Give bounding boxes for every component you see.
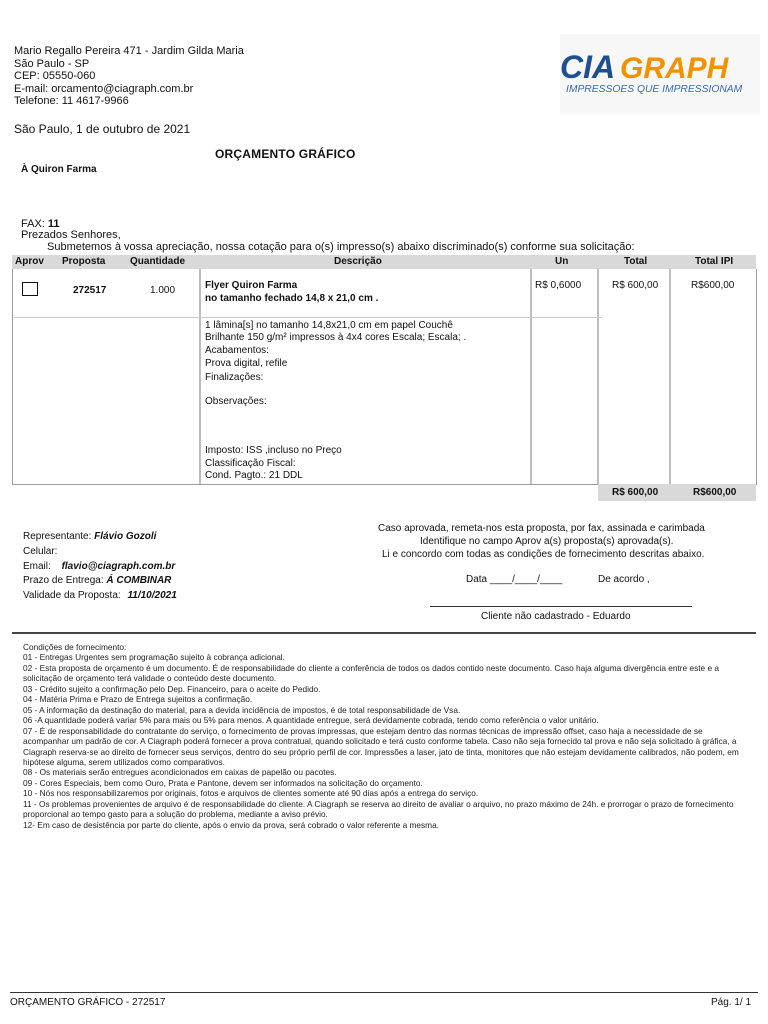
unit-price: R$ 0,6000	[535, 280, 582, 291]
proposta-value: 272517	[73, 285, 107, 296]
signature-line	[430, 606, 692, 607]
approval-line: Li e concordo com todas as condições de fornecimento descritas abaixo.	[382, 549, 705, 560]
detail-line: Acabamentos:	[205, 345, 269, 356]
address-line: CEP: 05550-060	[14, 70, 96, 83]
approval-agree: De acordo ,	[598, 574, 650, 585]
detail-line: 1 lâmina[s] no tamanho 14,8x21,0 cm em papel Couchê	[205, 320, 453, 331]
aprov-checkbox[interactable]	[22, 282, 38, 296]
logo-text-graph: GRAPH	[620, 52, 729, 85]
desc-subtitle: no tamanho fechado 14,8 x 21,0 cm .	[205, 293, 379, 304]
column-divider	[530, 269, 532, 484]
logo-text-cia: CIA	[560, 49, 616, 85]
column-divider	[597, 269, 599, 484]
condition-item: 12- Em caso de desistência por parte do cliente, após o envio da prova, será cobrado o valor referente a mesma.	[23, 819, 439, 830]
table-header	[12, 255, 756, 269]
column-divider	[669, 269, 671, 484]
condition-item: 07 - É de responsabilidade do contratante do serviço, o fornecimento de provas impressas, que estejam dentro das normas técnicas de impressão offset, caso haja a necessidade de se acompanhar um padrão de cor. A Ciagraph poderá fornecer a prova contratual, quando solicitado e terá custo conforme tabela. Caso não seja fornecido tal prova e não seja solicitado à gráfica, a Ciagraph reserva-se ao direito de fornecer seus serviços, dentro do seu próprio perfil de cor. Impressões a laser, jato de tinta, monitores que não estejam devidamente calibrados, não podem, em hipótese alguma, serem utilizados como comparativos.	[23, 725, 739, 767]
validade-value: 11/10/2021	[127, 590, 177, 601]
ciagraph-logo	[560, 44, 760, 100]
condition-item: 05 - A informação da destinação do material, para a devida incidência de impostos, é de total responsabilidade de Vsa.	[23, 704, 461, 715]
condition-item: 03 - Crédito sujeito a confirmação pelo Dep. Financeiro, para o aceite do Pedido.	[23, 683, 321, 694]
condition-item: 02 - Esta proposta de orçamento é um documento. É de responsabilidade do cliente a conferência de todos os dados contido neste documento. Caso haja alguma divergência entre este e a solicitação de orçamento terá validade o conteúdo deste documento.	[23, 662, 719, 684]
total-value: R$ 600,00	[612, 280, 659, 291]
logo-tagline: IMPRESSOES QUE IMPRESSIONAM	[566, 84, 743, 95]
address-line: E-mail: orcamento@ciagraph.com.br	[14, 82, 194, 95]
footer-page-number: Pág. 1/ 1	[711, 997, 752, 1008]
address-line: Mario Regallo Pereira 471 - Jardim Gilda Maria	[14, 45, 244, 57]
signature-name: Cliente não cadastrado - Eduardo	[481, 611, 631, 622]
conditions-block	[23, 642, 748, 830]
greeting: Prezados Senhores,	[21, 229, 121, 241]
detail-line: Cond. Pagto.: 21 DDL	[205, 470, 303, 481]
prazo-label: Prazo de Entrega:	[23, 575, 104, 586]
approval-line: Caso aprovada, remeta-nos esta proposta, por fax, assinada e carimbada	[378, 523, 705, 534]
col-un: Un	[555, 256, 569, 267]
col-proposta: Proposta	[62, 256, 106, 267]
section-divider	[12, 632, 756, 634]
detail-line: Classificação Fiscal:	[205, 458, 296, 469]
conditions-title: Condições de fornecimento:	[23, 642, 127, 652]
company-address	[14, 45, 244, 108]
address-line: São Paulo - SP	[14, 57, 90, 70]
col-aprov: Aprov	[15, 256, 44, 267]
detail-line: Brilhante 150 g/m² impressos à 4x4 cores Escala; Escala; .	[205, 332, 467, 343]
footer-divider	[10, 992, 758, 993]
condition-item: 04 - Matéria Prima e Prazo de Entrega sujeitos a confirmação.	[23, 694, 253, 705]
total-ipi-value: R$600,00	[691, 280, 735, 291]
column-divider	[199, 269, 201, 484]
condition-item: 10 - Nós nos responsabilizaremos por originais, fotos e arquivos de clientes somente até 90 dias após a entrega do serviço.	[23, 788, 479, 799]
address-line: Telefone: 11 4617-9966	[14, 95, 129, 108]
sum-total-ipi: R$600,00	[693, 487, 737, 498]
desc-title: Flyer Quiron Farma	[205, 280, 298, 291]
detail-line: Prova digital, refile	[205, 358, 288, 369]
fax-value: 11	[47, 218, 60, 230]
sum-total: R$ 600,00	[612, 487, 659, 498]
validade-label: Validade da Proposta:	[23, 590, 121, 601]
document-date: São Paulo, 1 de outubro de 2021	[14, 122, 191, 136]
intro-text: Submetemos à vossa apreciação, nossa cotação para o(s) impresso(s) abaixo discriminado(s) conforme sua solicitação:	[47, 241, 635, 253]
representative-line	[23, 531, 156, 542]
email-label: Email:	[23, 561, 51, 572]
col-total-ipi: Total IPI	[695, 256, 734, 267]
prazo-line	[23, 575, 171, 586]
table-body	[12, 269, 757, 485]
detail-line: Observações:	[205, 396, 267, 407]
validade-line	[23, 590, 177, 601]
approval-date: Data ____/____/____	[466, 574, 563, 585]
detail-line: Finalizações:	[205, 372, 264, 383]
rep-label: Representante:	[23, 531, 92, 542]
col-descricao: Descrição	[334, 256, 382, 267]
page-title: ORÇAMENTO GRÁFICO	[215, 147, 356, 161]
col-total: Total	[624, 256, 648, 267]
quantidade-value: 1.000	[150, 285, 176, 296]
fax-label: FAX:	[21, 218, 45, 230]
row-divider	[14, 317, 602, 318]
condition-item: 01 - Entregas Urgentes sem programação sujeito à cobrança adicional.	[23, 652, 285, 663]
condition-item: 06 -A quantidade poderá variar 5% para mais ou 5% para menos. A quantidade entregue, será devidamente cobrada, tendo como referência o valor unitário.	[23, 715, 599, 726]
client-name: À Quiron Farma	[21, 164, 97, 175]
condition-item: 08 - Os materiais serão entregues acondicionados em caixas de papelão ou pacotes.	[23, 767, 337, 778]
prazo-value: Á COMBINAR	[106, 575, 172, 586]
condition-item: 11 - Os problemas provenientes de arquivo é de responsabilidade do cliente. A Ciagraph se reserva ao direito de avaliar o arquivo, no prazo máximo de 24h. e prorrogar o prazo de fornecimento proporcional ao tempo gasto para a solução do problema, mediante a aviso prévio.	[23, 798, 734, 820]
email-value: flavio@ciagraph.com.br	[61, 561, 176, 572]
detail-line: Imposto: ISS ,incluso no Preço	[205, 445, 342, 456]
email-line	[23, 561, 175, 572]
rep-value: Flávio Gozoli	[94, 531, 157, 542]
condition-item: 09 - Cores Especiais, bem como Ouro, Prata e Pantone, devem ser informados na solicitação do orçamento.	[23, 777, 423, 788]
approval-line: Identifique no campo Aprov a(s) proposta(s) aprovada(s).	[420, 536, 674, 547]
footer-doc-id: ORÇAMENTO GRÁFICO - 272517	[10, 997, 166, 1008]
col-quantidade: Quantidade	[130, 256, 186, 267]
cel-label: Celular:	[23, 546, 58, 557]
